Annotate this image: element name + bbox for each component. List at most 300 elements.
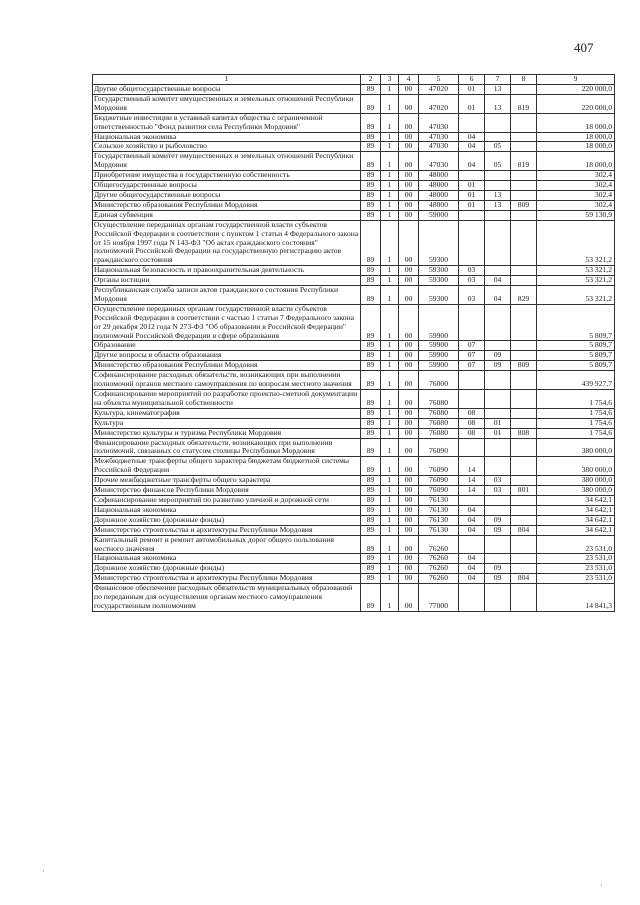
code-cell — [485, 408, 511, 418]
code-cell: 89 — [361, 94, 381, 113]
table-row — [93, 113, 615, 132]
code-cell — [485, 210, 511, 220]
code-cell: 00 — [399, 142, 419, 152]
row-label: Министерство строительства и архитектуры Республики Мордовия — [93, 574, 361, 584]
row-label: Межбюджетные трансферты общего характера бюджетам бюджетной системы Российской Федерации — [93, 457, 361, 476]
table-row — [93, 85, 615, 95]
code-cell: 89 — [361, 85, 381, 95]
code-cell: 00 — [399, 210, 419, 220]
code-cell: 1 — [381, 554, 399, 564]
row-label: Государственный комитет имущественных и земельных отношений Республики Мордовия — [93, 152, 361, 171]
code-cell — [485, 113, 511, 132]
table-row — [93, 341, 615, 351]
code-cell: 1 — [381, 371, 399, 390]
code-cell: 00 — [399, 564, 419, 574]
code-cell — [459, 535, 485, 554]
code-cell — [459, 171, 485, 181]
table-row — [93, 438, 615, 457]
code-cell: 59300 — [419, 286, 459, 305]
code-cell: 01 — [459, 190, 485, 200]
code-cell: 1 — [381, 351, 399, 361]
code-cell: 1 — [381, 476, 399, 486]
amount-cell: 380 000,0 — [537, 476, 615, 486]
code-cell — [485, 266, 511, 276]
code-cell: 1 — [381, 564, 399, 574]
row-label: Культура, кинематография — [93, 408, 361, 418]
code-cell: 89 — [361, 408, 381, 418]
code-cell: 08 — [459, 428, 485, 438]
code-cell — [459, 220, 485, 266]
header-cell: 3 — [381, 75, 399, 85]
code-cell — [459, 210, 485, 220]
code-cell: 808 — [511, 428, 537, 438]
code-cell: 00 — [399, 371, 419, 390]
code-cell: 09 — [485, 361, 511, 371]
code-cell — [485, 341, 511, 351]
table-row — [93, 351, 615, 361]
code-cell: 00 — [399, 94, 419, 113]
scan-mark: · — [42, 866, 45, 876]
code-cell: 89 — [361, 266, 381, 276]
table-row — [93, 210, 615, 220]
amount-cell: 1 754,6 — [537, 408, 615, 418]
row-label: Финансирование расходных обязательств, возникающих при выполнении полномочий, связанных со статусом столицы Республики Мордовия — [93, 438, 361, 457]
code-cell: 04 — [485, 276, 511, 286]
code-cell — [459, 584, 485, 612]
code-cell — [511, 351, 537, 361]
code-cell: 13 — [485, 200, 511, 210]
code-cell: 89 — [361, 476, 381, 486]
code-cell: 03 — [459, 266, 485, 276]
code-cell: 59300 — [419, 266, 459, 276]
code-cell: 1 — [381, 210, 399, 220]
code-cell: 89 — [361, 495, 381, 505]
code-cell: 14 — [459, 457, 485, 476]
code-cell: 1 — [381, 142, 399, 152]
table-row — [93, 408, 615, 418]
code-cell: 1 — [381, 515, 399, 525]
code-cell: 01 — [459, 94, 485, 113]
code-cell: 76130 — [419, 515, 459, 525]
code-cell: 59900 — [419, 351, 459, 361]
table-row — [93, 361, 615, 371]
code-cell: 1 — [381, 152, 399, 171]
code-cell — [511, 266, 537, 276]
row-label: Министерство строительства и архитектуры Республики Мордовия — [93, 525, 361, 535]
code-cell: 1 — [381, 584, 399, 612]
code-cell — [485, 304, 511, 341]
row-label: Национальная экономика — [93, 132, 361, 142]
row-label: Культура — [93, 418, 361, 428]
row-label: Осуществление переданных органам государственной власти субъектов Российской Федерации в соответствии с пунктом 1 статьи 4 Федерального закона от 15 ноября 1997 года N 143-ФЗ "Об актах гражданского состояния" полномочий Российской Федерации на государственную регистрацию актов гражданского состояния — [93, 220, 361, 266]
code-cell: 89 — [361, 525, 381, 535]
code-cell: 01 — [459, 85, 485, 95]
amount-cell: 59 130,9 — [537, 210, 615, 220]
table-row — [93, 171, 615, 181]
code-cell: 89 — [361, 535, 381, 554]
code-cell — [511, 457, 537, 476]
table-row — [93, 574, 615, 584]
code-cell — [485, 554, 511, 564]
amount-cell: 18 000,0 — [537, 132, 615, 142]
code-cell: 76260 — [419, 554, 459, 564]
code-cell: 09 — [485, 351, 511, 361]
table-row — [93, 276, 615, 286]
code-cell — [485, 438, 511, 457]
code-cell: 00 — [399, 495, 419, 505]
code-cell: 07 — [459, 351, 485, 361]
amount-cell: 439 927,7 — [537, 371, 615, 390]
code-cell: 01 — [485, 418, 511, 428]
table-row — [93, 564, 615, 574]
row-label: Республиканская служба записи актов гражданского состояния Республики Мордовия — [93, 286, 361, 305]
code-cell — [511, 371, 537, 390]
code-cell: 00 — [399, 574, 419, 584]
amount-cell: 1 754,6 — [537, 390, 615, 409]
row-label: Единая субвенция — [93, 210, 361, 220]
code-cell: 00 — [399, 113, 419, 132]
code-cell: 1 — [381, 266, 399, 276]
code-cell: 13 — [485, 190, 511, 200]
scan-mark: · — [600, 880, 603, 890]
amount-cell: 53 321,2 — [537, 266, 615, 276]
code-cell: 04 — [459, 554, 485, 564]
amount-cell: 18 000,0 — [537, 152, 615, 171]
code-cell: 89 — [361, 286, 381, 305]
code-cell: 00 — [399, 286, 419, 305]
code-cell: 1 — [381, 286, 399, 305]
code-cell — [511, 113, 537, 132]
code-cell — [511, 390, 537, 409]
code-cell — [511, 210, 537, 220]
code-cell: 08 — [459, 418, 485, 428]
code-cell: 04 — [459, 132, 485, 142]
table-header-row — [93, 75, 615, 85]
code-cell — [485, 535, 511, 554]
code-cell: 00 — [399, 351, 419, 361]
code-cell: 47030 — [419, 113, 459, 132]
amount-cell: 53 321,2 — [537, 286, 615, 305]
code-cell — [459, 113, 485, 132]
code-cell: 1 — [381, 361, 399, 371]
row-label: Другие вопросы в области образования — [93, 351, 361, 361]
code-cell: 00 — [399, 266, 419, 276]
code-cell: 03 — [485, 476, 511, 486]
code-cell: 00 — [399, 584, 419, 612]
code-cell: 89 — [361, 554, 381, 564]
row-label: Осуществление переданных органам государственной власти субъектов Российской Федерации в соответствии с частью 1 статьи 7 Федерального закона от 29 декабря 2012 года N 273-ФЗ "Об образовании в Российской Федерации" полномочий Российской Федерации в сфере образования — [93, 304, 361, 341]
code-cell: 89 — [361, 457, 381, 476]
code-cell: 14 — [459, 486, 485, 496]
code-cell — [485, 220, 511, 266]
code-cell: 48000 — [419, 200, 459, 210]
code-cell: 04 — [459, 564, 485, 574]
header-cell: 9 — [537, 75, 615, 85]
code-cell: 89 — [361, 574, 381, 584]
code-cell: 00 — [399, 304, 419, 341]
code-cell: 00 — [399, 200, 419, 210]
code-cell: 04 — [485, 286, 511, 305]
code-cell: 08 — [459, 408, 485, 418]
code-cell: 1 — [381, 341, 399, 351]
code-cell: 89 — [361, 132, 381, 142]
code-cell: 00 — [399, 525, 419, 535]
code-cell: 76130 — [419, 505, 459, 515]
code-cell — [511, 85, 537, 95]
code-cell — [485, 132, 511, 142]
table-row — [93, 152, 615, 171]
code-cell: 47020 — [419, 94, 459, 113]
row-label: Министерство образования Республики Мордовия — [93, 200, 361, 210]
code-cell: 47020 — [419, 85, 459, 95]
code-cell — [485, 171, 511, 181]
code-cell: 1 — [381, 220, 399, 266]
code-cell: 89 — [361, 361, 381, 371]
code-cell: 76080 — [419, 428, 459, 438]
amount-cell: 380 000,0 — [537, 438, 615, 457]
code-cell: 76080 — [419, 418, 459, 428]
row-label: Министерство образования Республики Мордовия — [93, 361, 361, 371]
table-row — [93, 515, 615, 525]
code-cell: 01 — [459, 181, 485, 191]
code-cell: 76260 — [419, 574, 459, 584]
page-number: 407 — [574, 40, 594, 55]
code-cell — [511, 171, 537, 181]
code-cell: 1 — [381, 276, 399, 286]
row-label: Приобретение имущества в государственную собственность — [93, 171, 361, 181]
code-cell — [511, 476, 537, 486]
code-cell: 13 — [485, 85, 511, 95]
code-cell: 89 — [361, 171, 381, 181]
table-row — [93, 286, 615, 305]
code-cell — [511, 564, 537, 574]
code-cell — [511, 505, 537, 515]
code-cell: 59300 — [419, 220, 459, 266]
code-cell: 00 — [399, 438, 419, 457]
code-cell: 04 — [459, 142, 485, 152]
row-label: Органы юстиции — [93, 276, 361, 286]
row-label: Государственный комитет имущественных и земельных отношений Республики Мордовия — [93, 94, 361, 113]
table-row — [93, 418, 615, 428]
code-cell: 47030 — [419, 142, 459, 152]
table-row — [93, 371, 615, 390]
code-cell: 00 — [399, 535, 419, 554]
code-cell — [511, 190, 537, 200]
code-cell — [459, 304, 485, 341]
code-cell: 1 — [381, 535, 399, 554]
amount-cell: 18 000,0 — [537, 142, 615, 152]
code-cell: 89 — [361, 486, 381, 496]
code-cell: 07 — [459, 341, 485, 351]
amount-cell: 34 642,1 — [537, 505, 615, 515]
header-cell: 6 — [459, 75, 485, 85]
amount-cell: 34 642,1 — [537, 495, 615, 505]
code-cell: 89 — [361, 564, 381, 574]
code-cell: 76090 — [419, 486, 459, 496]
code-cell: 13 — [485, 94, 511, 113]
code-cell: 809 — [511, 200, 537, 210]
amount-cell: 302,4 — [537, 190, 615, 200]
code-cell: 59900 — [419, 361, 459, 371]
code-cell: 89 — [361, 276, 381, 286]
code-cell — [511, 515, 537, 525]
amount-cell: 220 000,0 — [537, 85, 615, 95]
code-cell: 76260 — [419, 564, 459, 574]
code-cell: 1 — [381, 495, 399, 505]
code-cell: 89 — [361, 220, 381, 266]
code-cell — [459, 390, 485, 409]
code-cell: 89 — [361, 210, 381, 220]
row-label: Министерство финансов Республики Мордовия — [93, 486, 361, 496]
code-cell: 89 — [361, 152, 381, 171]
table-row — [93, 535, 615, 554]
code-cell: 48000 — [419, 190, 459, 200]
code-cell: 1 — [381, 113, 399, 132]
row-label: Капитальный ремонт и ремонт автомобильных дорог общего пользования местного значения — [93, 535, 361, 554]
code-cell: 1 — [381, 85, 399, 95]
code-cell — [485, 495, 511, 505]
row-label: Бюджетные инвестиции в уставный капитал общества с ограниченной ответственностью "Фонд развития села Республики Мордовия" — [93, 113, 361, 132]
code-cell: 1 — [381, 438, 399, 457]
code-cell — [511, 554, 537, 564]
table-row — [93, 505, 615, 515]
code-cell: 1 — [381, 574, 399, 584]
code-cell: 00 — [399, 418, 419, 428]
code-cell: 01 — [485, 428, 511, 438]
row-label: Национальная экономика — [93, 554, 361, 564]
amount-cell: 5 809,7 — [537, 341, 615, 351]
code-cell — [511, 341, 537, 351]
table-row — [93, 476, 615, 486]
code-cell — [485, 505, 511, 515]
code-cell: 76080 — [419, 408, 459, 418]
code-cell — [459, 371, 485, 390]
code-cell: 89 — [361, 371, 381, 390]
code-cell: 76090 — [419, 476, 459, 486]
code-cell: 00 — [399, 486, 419, 496]
code-cell: 04 — [459, 515, 485, 525]
code-cell: 09 — [485, 564, 511, 574]
amount-cell: 380 000,0 — [537, 486, 615, 496]
code-cell — [485, 390, 511, 409]
code-cell: 89 — [361, 351, 381, 361]
code-cell: 89 — [361, 142, 381, 152]
code-cell: 76130 — [419, 495, 459, 505]
table-body — [93, 85, 615, 612]
amount-cell: 23 531,0 — [537, 535, 615, 554]
table-row — [93, 428, 615, 438]
code-cell: 1 — [381, 200, 399, 210]
code-cell: 1 — [381, 94, 399, 113]
code-cell: 76260 — [419, 535, 459, 554]
amount-cell: 14 841,3 — [537, 584, 615, 612]
row-label: Министерство культуры и туризма Республики Мордовия — [93, 428, 361, 438]
code-cell: 00 — [399, 428, 419, 438]
code-cell: 47030 — [419, 152, 459, 171]
code-cell: 05 — [485, 142, 511, 152]
code-cell: 1 — [381, 181, 399, 191]
amount-cell: 23 531,0 — [537, 564, 615, 574]
code-cell — [511, 438, 537, 457]
amount-cell: 53 321,2 — [537, 220, 615, 266]
code-cell — [511, 304, 537, 341]
code-cell: 00 — [399, 457, 419, 476]
code-cell: 76000 — [419, 371, 459, 390]
code-cell: 00 — [399, 220, 419, 266]
code-cell — [511, 495, 537, 505]
row-label: Другие общегосударственные вопросы — [93, 190, 361, 200]
header-cell: 5 — [419, 75, 459, 85]
code-cell: 89 — [361, 181, 381, 191]
code-cell: 04 — [459, 152, 485, 171]
code-cell: 77000 — [419, 584, 459, 612]
code-cell: 1 — [381, 390, 399, 409]
code-cell: 00 — [399, 390, 419, 409]
code-cell: 76090 — [419, 457, 459, 476]
amount-cell: 1 754,6 — [537, 418, 615, 428]
code-cell — [511, 418, 537, 428]
code-cell: 03 — [459, 286, 485, 305]
code-cell: 48000 — [419, 171, 459, 181]
row-label: Общегосударственные вопросы — [93, 181, 361, 191]
row-label: Финансовое обеспечение расходных обязательств муниципальных образований по переданным для осуществления органам местного самоуправления государственным полномочиям — [93, 584, 361, 612]
row-label: Дорожное хозяйство (дорожные фонды) — [93, 515, 361, 525]
table-row — [93, 220, 615, 266]
row-label: Другие общегосударственные вопросы — [93, 85, 361, 95]
code-cell: 03 — [485, 486, 511, 496]
code-cell: 59300 — [419, 276, 459, 286]
amount-cell: 5 809,7 — [537, 351, 615, 361]
code-cell: 1 — [381, 408, 399, 418]
amount-cell: 380 000,0 — [537, 457, 615, 476]
amount-cell: 302,4 — [537, 181, 615, 191]
table-row — [93, 495, 615, 505]
code-cell: 59900 — [419, 341, 459, 351]
code-cell — [511, 535, 537, 554]
row-label: Сельское хозяйство и рыболовство — [93, 142, 361, 152]
table-row — [93, 304, 615, 341]
amount-cell: 5 809,7 — [537, 361, 615, 371]
code-cell — [511, 276, 537, 286]
code-cell: 09 — [485, 574, 511, 584]
code-cell — [459, 438, 485, 457]
code-cell: 59000 — [419, 210, 459, 220]
amount-cell: 34 642,1 — [537, 525, 615, 535]
code-cell: 00 — [399, 152, 419, 171]
code-cell: 1 — [381, 457, 399, 476]
code-cell: 89 — [361, 418, 381, 428]
code-cell: 00 — [399, 341, 419, 351]
code-cell: 00 — [399, 515, 419, 525]
code-cell: 59900 — [419, 304, 459, 341]
code-cell: 48000 — [419, 181, 459, 191]
code-cell: 01 — [459, 200, 485, 210]
code-cell: 804 — [511, 574, 537, 584]
row-label: Софинансирование расходных обязательств, возникающих при выполнении полномочий органов местного самоуправления по вопросам местного значения — [93, 371, 361, 390]
code-cell: 89 — [361, 190, 381, 200]
code-cell: 00 — [399, 181, 419, 191]
code-cell — [485, 457, 511, 476]
table-row — [93, 200, 615, 210]
header-cell: 4 — [399, 75, 419, 85]
header-cell: 2 — [361, 75, 381, 85]
header-cell: 1 — [93, 75, 361, 85]
code-cell: 05 — [485, 152, 511, 171]
code-cell: 1 — [381, 505, 399, 515]
code-cell: 89 — [361, 304, 381, 341]
code-cell: 00 — [399, 85, 419, 95]
budget-table — [92, 74, 615, 612]
